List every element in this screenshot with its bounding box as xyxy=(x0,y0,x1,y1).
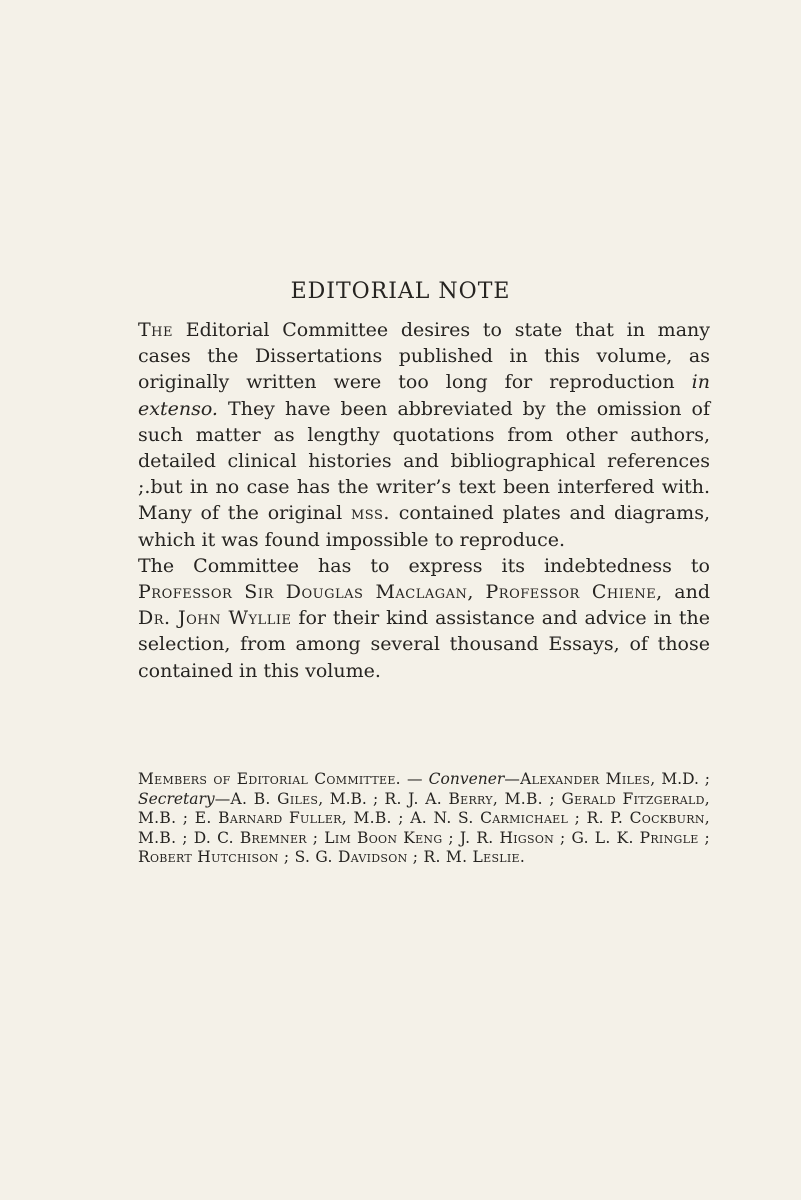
convener-name: —Alexander Miles, xyxy=(504,770,656,788)
paragraph-1-lead: The xyxy=(138,319,173,341)
members-label: Members of Editorial Committee. — xyxy=(138,770,423,788)
paragraph-1 xyxy=(138,317,710,553)
convener-degree: M.D. ; xyxy=(661,770,710,788)
page-title: EDITORIAL NOTE xyxy=(290,279,511,304)
paragraph-2-text2: for their kind assistance and advice in the selection, from among several thousand Essays, of those contained in this volume. xyxy=(138,607,710,682)
paragraph-2-name1: Professor Sir Douglas Maclagan, xyxy=(138,581,474,604)
paragraph-1-italic: in extenso. xyxy=(138,371,710,420)
committee-members xyxy=(138,770,710,868)
editorial-body xyxy=(138,317,710,684)
paragraph-1-text2: They have been abbreviated by the omission of such matter as lengthy quotations from other authors, detailed clinical histories and bibliographical references ;.but in no case has the writer’s text been interfered with. Many of the original xyxy=(138,397,711,525)
secretary-role: Secretary xyxy=(138,789,215,808)
paragraph-2-name3: Dr. John Wyllie xyxy=(138,607,292,630)
paragraph-2-and: and xyxy=(674,581,711,604)
paragraph-1-mss: mss. xyxy=(351,502,390,525)
secretary-degree: M.B. ; xyxy=(329,789,379,808)
paragraph-2 xyxy=(138,553,710,684)
paragraph-1-text3: contained plates and diagrams, which it was found impossible to reproduce. xyxy=(138,502,710,551)
paragraph-2-text: The Committee has to express its indebtedness to xyxy=(138,554,710,577)
paragraph-2-name2: Professor Chiene, xyxy=(485,581,663,604)
convener-role: Convener xyxy=(428,770,505,788)
members-list: R. J. A. Berry, M.B. ; Gerald Fitzgerald, M.B. ; E. Barnard Fuller, M.B. ; A. N. S. Carmichael ; R. P. Cockburn, M.B. ; D. C. Bremner ; Lim Boon Keng ; J. R. Higson ; G. L. K. Pringle ; Robert Hutchison ; S. G. Davidson ; R. M. Leslie. xyxy=(138,789,710,867)
paragraph-1-text: Editorial Committee desires to state that in many cases the Dissertations published in this volume, as originally written were too long for reproduction xyxy=(138,319,710,394)
secretary-name: —A. B. Giles, xyxy=(214,789,324,808)
